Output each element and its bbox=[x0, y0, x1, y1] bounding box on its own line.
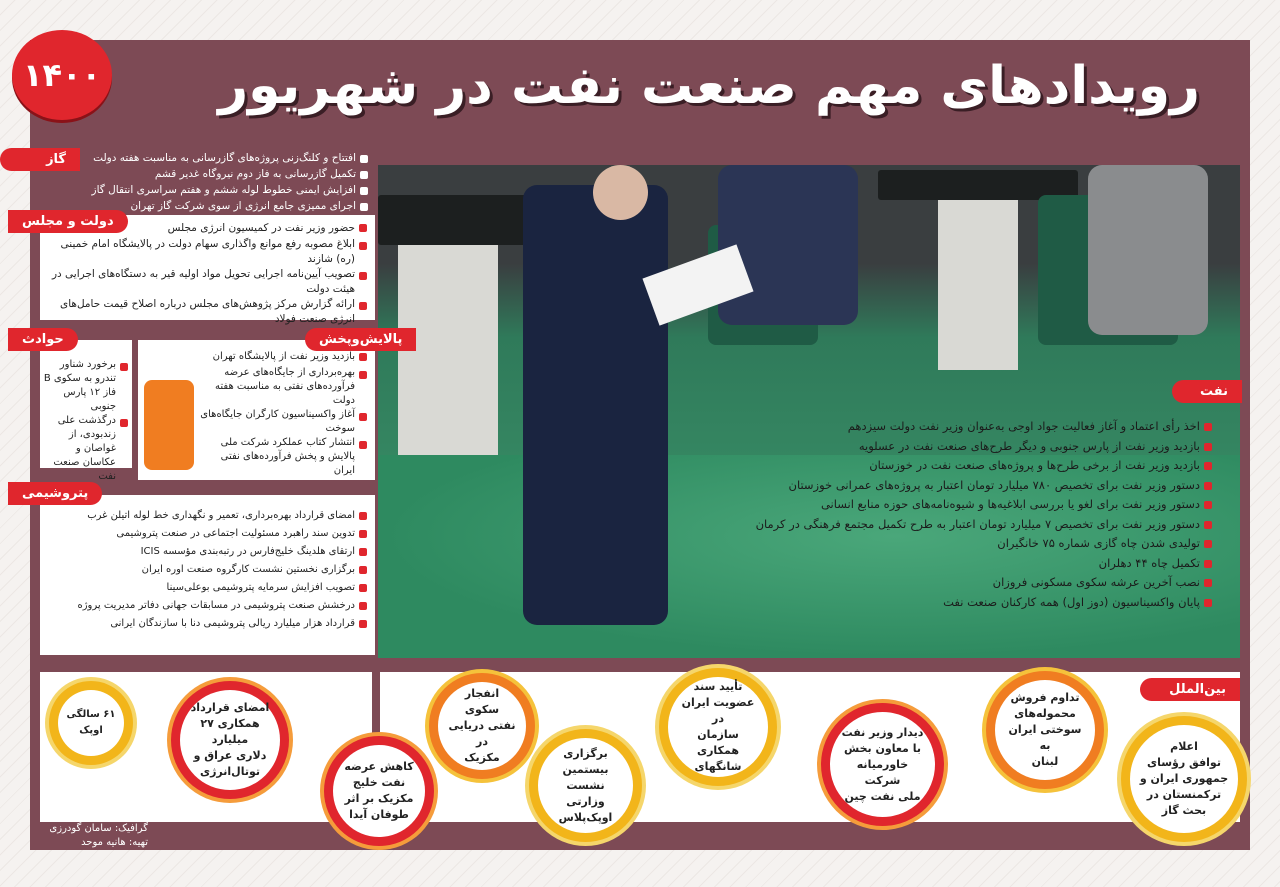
bullet-icon bbox=[360, 187, 368, 195]
bullet-icon bbox=[359, 441, 367, 449]
list-item-text: انتشار کتاب عملکرد شرکت ملی پالایش و پخش فرآورده‌های نفتی ایران bbox=[220, 437, 355, 476]
list-item-text: دستور وزیر نفت برای تخصیص ۷۸۰ میلیارد تومان اعتبار به پروژه‌های عمرانی خوزستان bbox=[788, 477, 1200, 492]
list-item bbox=[742, 456, 1212, 476]
list-item bbox=[42, 414, 128, 484]
list-item bbox=[742, 534, 1212, 554]
list-item bbox=[38, 150, 368, 166]
bullet-icon bbox=[1204, 521, 1212, 529]
event-circle bbox=[830, 712, 935, 817]
bullet-icon bbox=[359, 584, 367, 592]
bullet-icon bbox=[360, 171, 368, 179]
bullet-icon bbox=[1204, 501, 1212, 509]
bullet-icon bbox=[120, 363, 128, 371]
bullet-icon bbox=[359, 548, 367, 556]
list-item bbox=[47, 267, 367, 297]
refining-list bbox=[197, 348, 367, 478]
event-circle bbox=[1130, 725, 1238, 833]
list-item-text: تصویب افزایش سرمایه پتروشیمی بوعلی‌سینا bbox=[166, 582, 355, 593]
event-text: برگزاری بیستمین نشست وزارتی اوپک‌پلاس bbox=[558, 746, 613, 824]
list-item-text: قرارداد هزار میلیارد ریالی پتروشیمی دنا با سازندگان ایرانی bbox=[110, 618, 355, 629]
list-item-text: تکمیل گازرسانی به فاز دوم نیروگاه غدیر قشم bbox=[154, 168, 356, 180]
credit-author: تهیه: هانیه موحد bbox=[81, 837, 148, 848]
petrochemical-panel bbox=[40, 495, 375, 655]
section-tab-petrochemical bbox=[8, 482, 102, 505]
bullet-icon bbox=[359, 512, 367, 520]
minister-head bbox=[593, 165, 648, 220]
list-item-text: پایان واکسیناسیون (دوز اول) همه کارکنان صنعت نفت bbox=[943, 594, 1200, 609]
list-item-text: آغاز واکسیناسیون کارگران جایگاه‌های سوخت bbox=[200, 409, 355, 434]
bullet-icon bbox=[120, 419, 128, 427]
bullet-icon bbox=[360, 203, 368, 211]
page-title: رویدادهای مهم صنعت نفت در شهریور bbox=[218, 56, 1200, 116]
list-item bbox=[742, 417, 1212, 437]
petrochemical-list bbox=[47, 507, 367, 633]
list-item bbox=[742, 593, 1212, 613]
list-item bbox=[47, 237, 367, 267]
seated-person bbox=[1088, 165, 1208, 335]
section-tab-government bbox=[8, 210, 128, 233]
list-item bbox=[47, 615, 367, 633]
section-label: نفت bbox=[1200, 384, 1228, 399]
event-text: امضای قرارداد همکاری ۲۷ میلیارد دلاری عراق و توتال‌انرژی bbox=[190, 701, 270, 778]
section-tab-refining bbox=[305, 328, 416, 351]
section-tab-oil bbox=[1172, 380, 1242, 403]
section-label: دولت و مجلس bbox=[22, 214, 114, 229]
walking-minister bbox=[523, 185, 668, 625]
list-item-text: بازدید وزیر نفت از برخی طرح‌ها و پروژه‌های صنعت نفت در خوزستان bbox=[869, 458, 1200, 472]
event-circle bbox=[58, 690, 124, 756]
list-item bbox=[47, 561, 367, 579]
list-item-text: تکمیل چاه ۴۴ دهلران bbox=[1098, 555, 1200, 570]
list-item bbox=[197, 408, 367, 436]
bullet-icon bbox=[1204, 423, 1212, 431]
list-item-text: اجرای ممیزی جامع انرژی از سوی شرکت گاز تهران bbox=[130, 200, 356, 212]
list-item-text: تصویب آیین‌نامه اجرایی تحویل مواد اولیه قیر به دستگاه‌های اجرایی در هیئت دولت bbox=[51, 268, 355, 295]
list-item bbox=[742, 476, 1212, 496]
list-item-text: بازدید وزیر نفت از پارس جنوبی و دیگر طرح‌های صنعت نفت در عسلویه bbox=[858, 438, 1200, 453]
section-label: حوادث bbox=[22, 332, 64, 347]
section-label: پالایش‌وپخش bbox=[319, 332, 403, 347]
list-item-text: امضای قرارداد بهره‌برداری، تعمیر و نگهداری خط لوله اتیلن غرب bbox=[87, 510, 355, 521]
bullet-icon bbox=[1204, 482, 1212, 490]
list-item bbox=[742, 573, 1212, 593]
list-item-text: ارتقای هلدینگ خلیج‌فارس در رتبه‌بندی مؤسسه ICIS bbox=[140, 546, 355, 557]
list-item-text: برگزاری نخستین نشست کارگروه صنعت اوره ایران bbox=[141, 564, 355, 575]
refining-panel bbox=[138, 340, 375, 480]
list-item-text: اخذ رأی اعتماد و آغاز فعالیت جواد اوجی به‌عنوان وزیر نفت دولت سیزدهم bbox=[847, 419, 1200, 433]
list-item bbox=[47, 543, 367, 561]
list-item-text: برخورد شناور تندرو به سکوی B فاز ۱۲ پارس جنوبی bbox=[43, 359, 116, 412]
event-text: اعلام توافق رؤسای جمهوری ایران و ترکمنستان در بحث گاز bbox=[1139, 740, 1229, 817]
event-circle bbox=[180, 690, 280, 790]
list-item-text: نصب آخرین عرشه سکوی مسکونی فروزان bbox=[992, 575, 1200, 589]
section-label: بین‌الملل bbox=[1169, 682, 1226, 697]
event-circle bbox=[538, 738, 633, 833]
list-item-text: ابلاغ مصوبه رفع موانع واگذاری سهام دولت در پالایشگاه امام خمینی (ره) شازند bbox=[60, 238, 355, 265]
list-item-text: بهره‌برداری از جایگاه‌های عرضه فرآورده‌های نفتی به مناسبت هفته دولت bbox=[215, 367, 355, 406]
incidents-list bbox=[42, 358, 128, 484]
list-item-text: افزایش ایمنی خطوط لوله ششم و هفتم سراسری انتقال گاز bbox=[91, 184, 356, 196]
list-item bbox=[47, 297, 367, 327]
event-text: دیدار وزیر نفت با معاون بخش خاورمیانه شرکت ملی نفت چین bbox=[841, 725, 924, 803]
credit-graphic: گرافیک: سامان گودرزی bbox=[49, 823, 148, 834]
event-circle bbox=[668, 677, 768, 777]
list-item bbox=[47, 525, 367, 543]
section-tab-incidents bbox=[8, 328, 78, 351]
desk bbox=[378, 195, 528, 245]
government-list bbox=[47, 219, 367, 327]
list-item bbox=[38, 166, 368, 182]
bullet-icon bbox=[359, 413, 367, 421]
incidents-panel bbox=[40, 340, 132, 482]
list-item-text: ارائه گزارش مرکز پژوهش‌های مجلس درباره اصلاح قیمت حامل‌های انرژی صنعت فولاد bbox=[60, 298, 355, 325]
bullet-icon bbox=[359, 530, 367, 538]
list-item bbox=[42, 358, 128, 414]
event-circle bbox=[995, 680, 1095, 780]
list-item-text: دستور وزیر نفت برای تخصیص ۷ میلیارد تومان اعتبار به طرح تکمیل مجتمع فرهنگی در کرمان bbox=[755, 516, 1200, 531]
event-text: کاهش عرضه نفت خلیج مکزیک بر اثر طوفان آیدا bbox=[344, 760, 414, 821]
event-text: تداوم فروش محموله‌های سوختی ایران به لبنان bbox=[1008, 691, 1082, 768]
list-item bbox=[47, 597, 367, 615]
oil-list bbox=[742, 417, 1212, 612]
section-label: پتروشیمی bbox=[22, 486, 89, 501]
list-item bbox=[47, 507, 367, 525]
bullet-icon bbox=[1204, 443, 1212, 451]
bullet-icon bbox=[359, 224, 367, 232]
year-badge: ۱۴۰۰ bbox=[12, 30, 112, 120]
section-tab-international bbox=[1140, 678, 1240, 701]
list-item bbox=[197, 436, 367, 478]
gas-list bbox=[38, 150, 368, 214]
list-item bbox=[197, 366, 367, 408]
bullet-icon bbox=[1204, 599, 1212, 607]
list-item-text: دستور وزیر نفت برای لغو یا بررسی ابلاغیه‌ها و شیوه‌نامه‌های حوزه منابع انسانی bbox=[820, 497, 1200, 511]
desk-pillar bbox=[938, 180, 1018, 370]
credit bbox=[38, 822, 148, 850]
section-label: گاز bbox=[46, 152, 66, 167]
list-item-text: افتتاح و کلنگ‌زنی پروژه‌های گازرسانی به مناسبت هفته دولت bbox=[93, 152, 356, 164]
bullet-icon bbox=[360, 155, 368, 163]
event-circle bbox=[333, 745, 425, 837]
list-item-text: تدوین سند راهبرد مسئولیت اجتماعی در صنعت پتروشیمی bbox=[116, 528, 355, 539]
bullet-icon bbox=[359, 371, 367, 379]
bullet-icon bbox=[359, 272, 367, 280]
list-item bbox=[742, 515, 1212, 535]
list-item bbox=[742, 495, 1212, 515]
list-item-text: بازدید وزیر نفت از پالایشگاه تهران bbox=[212, 351, 355, 362]
bullet-icon bbox=[1204, 560, 1212, 568]
bullet-icon bbox=[359, 602, 367, 610]
seated-person bbox=[718, 165, 858, 325]
event-circle bbox=[438, 682, 526, 770]
event-text: انفجار سکوی نفتی دریایی در مکزیک bbox=[448, 687, 516, 764]
event-text: ۶۱ سالگی اوپک bbox=[66, 709, 116, 736]
bullet-icon bbox=[359, 353, 367, 361]
list-item bbox=[38, 182, 368, 198]
bullet-icon bbox=[1204, 540, 1212, 548]
list-item bbox=[47, 579, 367, 597]
list-item-text: درخشش صنعت پتروشیمی در مسابقات جهانی دفاتر مدیریت پروژه bbox=[77, 600, 355, 611]
list-item-text: حضور وزیر نفت در کمیسیون انرژی مجلس bbox=[167, 222, 355, 234]
bullet-icon bbox=[1204, 579, 1212, 587]
bullet-icon bbox=[359, 566, 367, 574]
list-item bbox=[742, 437, 1212, 457]
header-bar bbox=[30, 48, 1250, 143]
bullet-icon bbox=[359, 242, 367, 250]
desk-pillar bbox=[398, 235, 498, 475]
list-item-text: درگذشت علی زندبودی، از غواصان و عکاسان صنعت نفت bbox=[53, 415, 116, 482]
event-text: تأیید سند عضویت ایران در سازمان همکاری شانگهای bbox=[681, 680, 755, 773]
list-item-text: تولیدی شدن چاه گازی شماره ۷۵ خانگیران bbox=[997, 536, 1200, 550]
bullet-icon bbox=[359, 302, 367, 310]
list-item bbox=[742, 554, 1212, 574]
fuel-pump-icon bbox=[144, 380, 194, 470]
bullet-icon bbox=[359, 620, 367, 628]
bullet-icon bbox=[1204, 462, 1212, 470]
